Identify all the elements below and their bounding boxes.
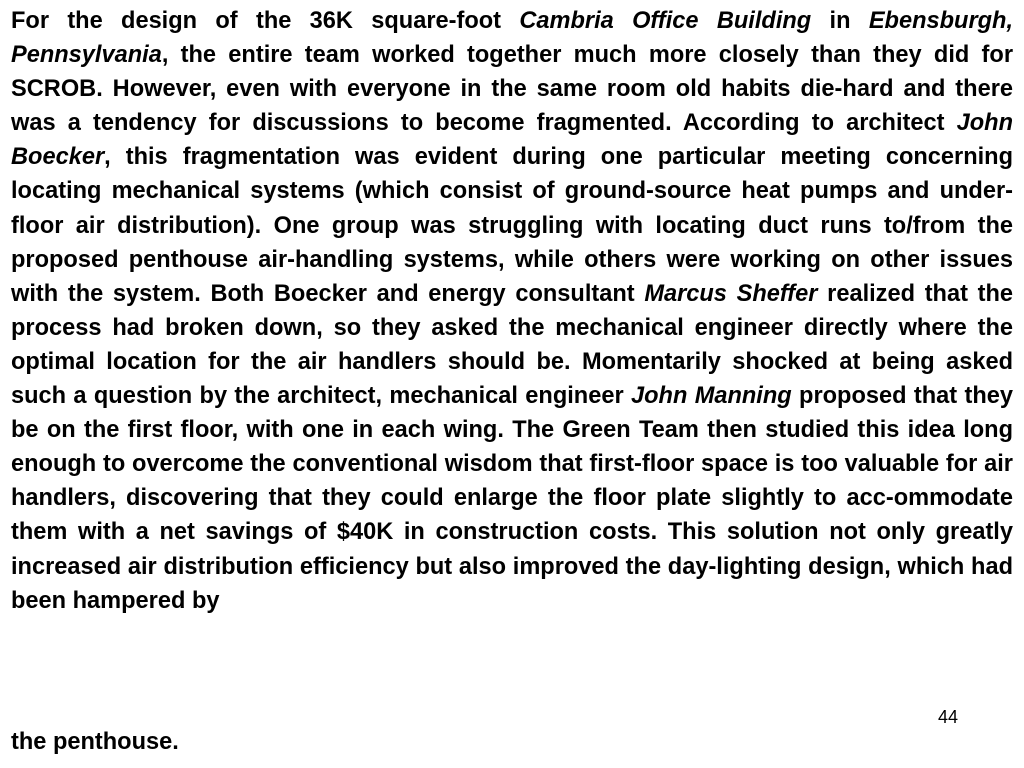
project-name: Cambria Office Building — [519, 8, 812, 34]
text-segment: For the design of the 36K square-foot — [11, 8, 520, 34]
energy-consultant-name: Marcus Sheffer — [644, 280, 818, 307]
project-location: Ebensburgh, Pennsylvania — [11, 8, 1014, 69]
architect-name: John Boecker — [11, 110, 1013, 171]
text-segment: in — [811, 8, 869, 34]
text-segment: , this fragmentation was evident during one particular meeting concerning locating mechanical systems (which consist of ground-source heat pumps and under-floor air distribution). One group was struggling with locating duct runs to/from the proposed penthouse air-handling systems, while others were working on other issues with the system. Both Boecker and energy consultant — [11, 144, 1013, 307]
case-study-paragraph — [11, 4, 1013, 618]
text-segment: , the entire team worked together much more closely than they did for SCROB. However, even with everyone in the same room old habits die-hard and there was a tendency for discussions to become fragmented. According to architect — [11, 42, 1013, 137]
mechanical-engineer-name: John Manning — [631, 383, 792, 410]
page-number: 44 — [938, 707, 959, 727]
text-segment: realized that the process had broken down, so they asked the mechanical engineer directly where the optimal location for the air handlers should be. Momentarily shocked at being asked such a question by the architect, mechanical engineer — [11, 280, 1014, 410]
paragraph-last-line: the penthouse. — [11, 729, 179, 755]
text-segment: proposed that they be on the first floor, with one in each wing. The Green Team then studied this idea long enough to overcome the conventional wisdom that first-floor space is too valuable for air handlers, discovering that they could enlarge the floor plate slightly to acc-ommodate them with a net savings of $40K in construction costs. This solution not only greatly increased air distribution efficiency but also improved the day-lighting design, which had been hampered by — [11, 383, 1013, 614]
